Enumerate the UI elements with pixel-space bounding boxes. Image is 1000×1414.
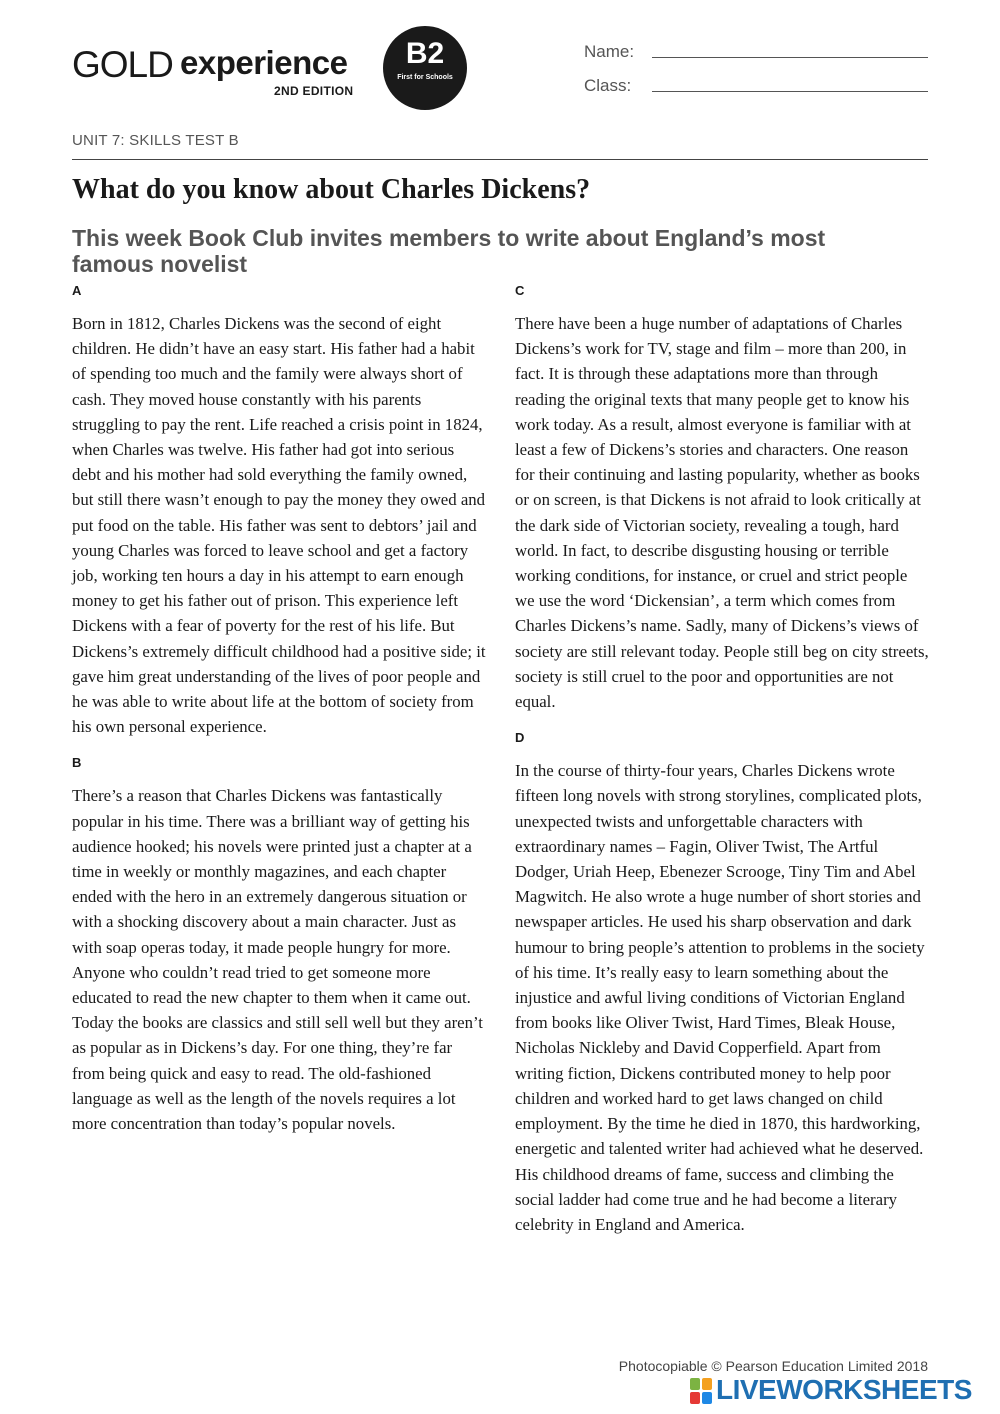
- level-badge: [383, 26, 467, 110]
- section-a: [72, 283, 486, 739]
- logo-gold: GOLD: [72, 44, 173, 85]
- class-field[interactable]: [652, 91, 928, 92]
- class-label: Class:: [584, 76, 632, 95]
- right-column: [515, 283, 929, 1253]
- level-badge-subtitle: First for Schools: [397, 74, 453, 81]
- level-badge-text: B2: [405, 37, 445, 70]
- section-b-text: There’s a reason that Charles Dickens was fantastically popular in his time. There was a brilliant way of getting his audience hooked; his novels were printed just a chapter at a time in weekly or monthly magazines, and each chapter ended with the hero in an extremely dangerous situation or with a shocking discovery about a main character. Just as with soap operas today, it made people hungry for more. Anyone who couldn’t read tried to get someone more educated to read the new chapter to them when it came out. Today the books are classics and still sell well but they aren’t as popular as in Dickens’s day. For one thing, they’re far from being quick and easy to read. The old-fashioned language as well as the length of the novels requires a lot more concentration than today’s popular novels.: [72, 786, 483, 1134]
- name-label: Name:: [584, 42, 635, 61]
- section-a-text: Born in 1812, Charles Dickens was the second of eight children. He didn’t have an easy start. His father had a habit of spending too much and the family were always short of cash. They moved house constantly with his parents struggling to pay the rent. Life reached a crisis point in 1824, when Charles was twelve. His father had got into serious debt and his mother had sold everything the family owned, but still there wasn’t enough to pay the money they owed and put food on the table. His father was sent to debtors’ jail and young Charles was forced to leave school and get a factory job, working ten hours a day in his attempt to earn enough money to get his father out of prison. This experience left Dickens with a fear of poverty for the rest of his life. But Dickens’s extremely difficult childhood had a positive side; it gave him great understanding of the lives of poor people and he was able to write about life at the bottom of society from his own personal experience.: [72, 314, 486, 737]
- section-d: [515, 730, 929, 1237]
- header-divider: [72, 159, 928, 160]
- section-c: [515, 283, 929, 714]
- section-b: [72, 755, 486, 1136]
- liveworksheets-text: LIVEWORKSHEETS: [716, 1374, 972, 1405]
- unit-label: UNIT 7: SKILLS TEST B: [72, 132, 239, 149]
- logo-experience: experience: [180, 44, 348, 81]
- liveworksheets-icon: [690, 1378, 712, 1404]
- page-title: What do you know about Charles Dickens?: [72, 174, 591, 205]
- left-column: [72, 283, 486, 1152]
- header: [72, 26, 928, 106]
- logo-edition: 2ND EDITION: [274, 84, 354, 98]
- section-b-label: B: [72, 755, 82, 771]
- page-subtitle: This week Book Club invites members to write about England’s most famous novelist: [72, 225, 826, 277]
- name-field[interactable]: [652, 57, 928, 58]
- section-c-text: There have been a huge number of adaptations of Charles Dickens’s work for TV, stage and film – more than 200, in fact. It is through these adaptations more than through reading the original texts that many people get to know his work today. As a result, almost everyone is familiar with at least a few of Dickens’s stories and characters. One reason for their continuing and lasting popularity, whether as books or on screen, is that Dickens is not afraid to look critically at the dark side of Victorian society, revealing a tough, hard world. In fact, to describe disgusting housing or terrible working conditions, for instance, or cruel and strict people we use the word ‘Dickensian’, a term which comes from Charles Dickens’s name. Sadly, many of Dickens’s views of society are still relevant today. People still beg on city streets, society is still cruel to the poor and opportunities are not equal.: [515, 314, 929, 712]
- section-c-label: C: [515, 283, 525, 298]
- section-a-label: A: [72, 283, 82, 298]
- section-d-label: D: [515, 730, 525, 746]
- liveworksheets-brand[interactable]: [690, 1374, 990, 1408]
- copyright-notice: Photocopiable © Pearson Education Limited 2018: [618, 1358, 928, 1374]
- section-d-text: In the course of thirty-four years, Charles Dickens wrote fifteen long novels with strong storylines, complicated plots, unexpected twists and unforgettable characters with extraordinary names – Fagin, Oliver Twist, The Artful Dodger, Uriah Heep, Ebenezer Scrooge, Tiny Tim and Abel Magwitch. He also wrote a huge number of short stories and newspaper articles. He used his sharp observation and dark humour to bring people’s attention to problems in the society of his time. It’s really easy to learn something about the injustice and awful living conditions of Victorian England from books like Oliver Twist, Hard Times, Bleak House, Nicholas Nickleby and David Copperfield. Apart from writing fiction, Dickens contributed money to help poor children and worked hard to get laws changed on child employment. By the time he died in 1870, this hardworking, energetic and talented writer had achieved what he deserved. His childhood dreams of fame, success and climbing the social ladder had come true and he had become a literary celebrity in England and America.: [515, 761, 925, 1234]
